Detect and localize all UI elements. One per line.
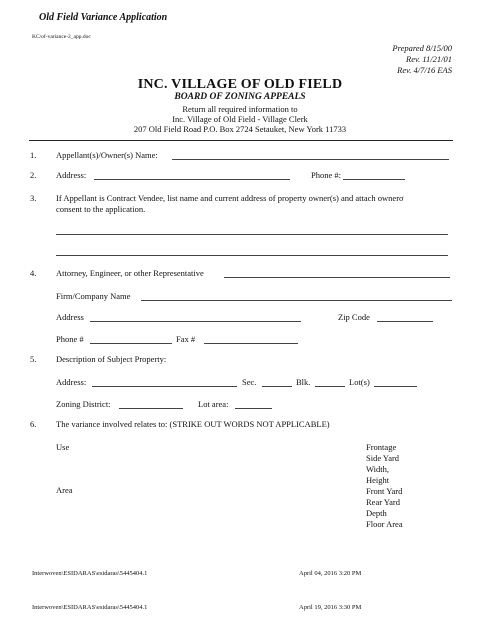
zoning-district-field[interactable] xyxy=(119,408,183,409)
fax-field[interactable] xyxy=(204,343,298,344)
rep-address-field[interactable] xyxy=(90,321,301,322)
item-number-5: 5. xyxy=(30,354,37,364)
variance-floor-area[interactable]: Floor Area xyxy=(366,519,403,529)
item-number-4: 4. xyxy=(30,268,37,278)
item-number-2: 2. xyxy=(30,170,37,180)
sec-label: Sec. xyxy=(242,377,257,387)
owner-info-line-2[interactable] xyxy=(56,255,448,256)
item-number-1: 1. xyxy=(30,150,37,160)
fax-label: Fax # xyxy=(176,334,196,344)
lot-area-field[interactable] xyxy=(235,408,272,409)
footer-date-1: April 04, 2016 3:20 PM xyxy=(299,570,362,577)
firm-label: Firm/Company Name xyxy=(56,291,131,301)
contract-vendee-instruction: If Appellant is Contract Vendee, list name and current address of property owner(s) and attach ownerσ xyxy=(56,193,404,203)
variance-use[interactable]: Use xyxy=(56,442,70,452)
clerk-info: Inc. Village of Old Field - Village Clerk xyxy=(172,114,308,124)
footer-date-2: April 19, 2016 3:30 PM xyxy=(299,604,362,611)
variance-front-yard[interactable]: Front Yard xyxy=(366,486,403,496)
sec-field[interactable] xyxy=(262,386,292,387)
rep-phone-label: Phone # xyxy=(56,334,84,344)
appellant-label: Appellant(s)/Owner(s) Name: xyxy=(56,150,158,160)
variance-width[interactable]: Width, xyxy=(366,464,390,474)
variance-area[interactable]: Area xyxy=(56,485,73,495)
blk-label: Blk. xyxy=(296,377,311,387)
variance-frontage[interactable]: Frontage xyxy=(366,442,397,452)
zip-label: Zip Code xyxy=(338,312,370,322)
firm-field[interactable] xyxy=(141,300,452,301)
file-reference: KC/of-variance-2_app.doc xyxy=(32,34,91,40)
header-divider xyxy=(29,140,453,141)
owner-info-line-1[interactable] xyxy=(56,234,448,235)
footer-path-1: Interwoven\ESIDARAS\esidaras\5445404.1 xyxy=(32,570,148,577)
contract-vendee-instruction-cont: consent to the application. xyxy=(56,204,146,214)
variance-height[interactable]: Height xyxy=(366,475,390,485)
lots-field[interactable] xyxy=(374,386,417,387)
rep-address-label: Address xyxy=(56,312,84,322)
variance-depth[interactable]: Depth xyxy=(366,508,387,518)
zoning-district-label: Zoning District: xyxy=(56,399,111,409)
lot-area-label: Lot area: xyxy=(198,399,229,409)
revision-2: Rev. 4/7/16 EAS xyxy=(397,65,452,75)
attorney-field[interactable] xyxy=(224,277,450,278)
prepared-date: Prepared 8/15/00 xyxy=(392,43,452,53)
appellant-name-field[interactable] xyxy=(172,159,449,160)
village-name: INC. VILLAGE OF OLD FIELD xyxy=(137,77,343,92)
property-label: Description of Subject Property: xyxy=(56,354,167,364)
attorney-label: Attorney, Engineer, or other Representative xyxy=(56,268,204,278)
blk-field[interactable] xyxy=(315,386,345,387)
zip-field[interactable] xyxy=(377,321,433,322)
board-name: BOARD OF ZONING APPEALS xyxy=(174,92,306,102)
variance-side-yard[interactable]: Side Yard xyxy=(366,453,400,463)
phone-field[interactable] xyxy=(343,179,405,180)
document-title: Old Field Variance Application xyxy=(39,12,168,23)
return-info: Return all required information to xyxy=(182,104,298,114)
clerk-address: 207 Old Field Road P.O. Box 2724 Setauket, New York 11733 xyxy=(133,124,347,134)
address-field[interactable] xyxy=(94,179,290,180)
lots-label: Lot(s) xyxy=(349,377,370,387)
rep-phone-field[interactable] xyxy=(90,343,172,344)
address-label: Address: xyxy=(56,170,87,180)
item-number-3: 3. xyxy=(30,193,37,203)
property-address-field[interactable] xyxy=(92,386,237,387)
variance-rear-yard[interactable]: Rear Yard xyxy=(366,497,400,507)
variance-label: The variance involved relates to: (STRIKE OUT WORDS NOT APPLICABLE) xyxy=(56,419,330,429)
phone-label: Phone #: xyxy=(311,170,341,180)
footer-path-2: Interwoven\ESIDARAS\esidaras\5445404.1 xyxy=(32,604,148,611)
revision-1: Rev. 11/21/01 xyxy=(406,54,452,64)
property-address-label: Address: xyxy=(56,377,87,387)
item-number-6: 6. xyxy=(30,419,37,429)
